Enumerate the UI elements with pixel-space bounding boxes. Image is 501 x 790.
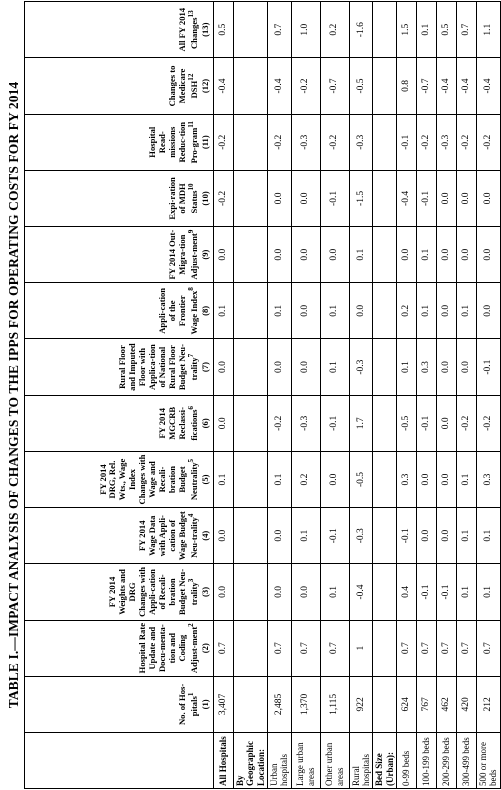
table-cell: -0.3 [437,114,457,170]
table-cell: 0.0 [268,227,292,283]
table-cell: 0.1 [397,339,417,395]
table-cell: 0.0 [291,170,320,226]
column-header-footnote: 1 [187,692,196,697]
table-cell: -0.3 [291,114,320,170]
table-cell: 0.0 [477,283,501,339]
row-label: All Hospitals [214,733,234,789]
table-cell: -0.2 [457,395,477,451]
table-cell [234,395,268,451]
table-cell: 0.1 [457,451,477,507]
column-number: (7) [200,362,211,373]
table-cell: 0.0 [477,227,501,283]
column-header [25,2,214,58]
table-cell: -0.5 [349,58,373,114]
table-row [349,2,373,789]
table-cell: 0.0 [214,395,234,451]
table-cell [373,170,397,226]
column-header [25,451,214,507]
table-cell: 0.3 [417,339,437,395]
table-cell: 0.0 [457,227,477,283]
table-cell: 0.1 [268,451,292,507]
table-cell: 0.0 [214,508,234,564]
table-cell: 0.7 [457,2,477,58]
table-cell [234,227,268,283]
table-cell: 1,115 [320,676,349,732]
section-row [234,2,268,789]
table-cell: -0.7 [417,58,437,114]
table-cell: 1.1 [477,2,501,58]
column-header-footnote: 3 [187,578,196,583]
column-header [25,395,214,451]
table-cell: 0.7 [417,620,437,676]
column-header-footnote: 8 [187,287,196,291]
table-cell [234,508,268,564]
table-cell: 0.7 [268,2,292,58]
table-cell: -0.1 [320,170,349,226]
table-cell: -0.3 [291,395,320,451]
table-cell [234,170,268,226]
table-cell: -0.2 [291,58,320,114]
column-header [25,564,214,620]
table-cell: 624 [397,676,417,732]
column-header-footnote: 7 [187,353,196,358]
table-cell: 0.7 [214,620,234,676]
table-cell: 0.1 [214,451,234,507]
table-cell: -1.6 [349,2,373,58]
table-cell: 0.2 [291,451,320,507]
table-cell: 0.0 [437,508,457,564]
column-number: (9) [200,249,211,260]
table-cell: -0.1 [320,508,349,564]
row-label: 500 or more beds [477,733,501,789]
table-cell: 0.7 [457,620,477,676]
table-row [214,2,234,789]
table-row [417,2,437,789]
table-row [397,2,417,789]
table-cell [234,58,268,114]
table-cell [234,283,268,339]
table-cell: -0.3 [349,114,373,170]
table-cell: -0.4 [397,170,417,226]
table-row [268,2,292,789]
table-cell: 0.8 [397,58,417,114]
column-header-label: FY 2014 DRG, Rel. Wts., Wage Index Changes with Wage and Recali-bration Budget Neutrality [97,454,200,505]
column-header-footnote: 2 [187,623,196,627]
table-cell [234,339,268,395]
table-cell [373,114,397,170]
table-cell: 0.0 [291,339,320,395]
table-cell: 420 [457,676,477,732]
row-label: Other urban areas [320,733,349,789]
table-cell: 0.1 [417,227,437,283]
row-label: Rural hospitals [349,733,373,789]
table-cell [373,564,397,620]
row-label: Bed Size (Urban): [373,733,397,789]
table-cell [373,395,397,451]
table-cell: 0.7 [477,620,501,676]
table-cell: 0.0 [437,170,457,226]
impact-analysis-table [24,1,501,789]
column-number: (13) [200,22,211,37]
table-cell: 0.1 [320,564,349,620]
table-cell: -0.2 [268,114,292,170]
column-header-label: FY 2014 Weights and DRG Changes with Appli-cation of Recali-bration Budget Neu-trality [107,567,200,617]
table-title: TABLE I.—IMPACT ANALYSIS OF CHANGES TO THE IPPS FOR OPERATING COSTS FOR FY 2014 [6,81,21,709]
table-cell: 0.3 [477,451,501,507]
row-label: By Geographic Location: [234,733,268,789]
column-header-label: FY 2014 Wage Data with Appli-cation of Wage Budget Neu-trality [137,511,200,561]
column-header-label: Appli-cation of the Frontier Wage Index [156,287,200,335]
column-header-footnote: 9 [187,229,196,234]
column-header-label: Changes to Medicare DSH [166,65,200,107]
table-cell [373,58,397,114]
table-cell: 0.2 [397,283,417,339]
column-header-label: FY 2014 MGCRB Reclassi-fications [156,406,200,441]
table-cell: 0.2 [320,2,349,58]
table-cell: -0.1 [417,395,437,451]
table-cell: 1.5 [397,2,417,58]
table-cell: 0.1 [291,508,320,564]
table-cell: 0.0 [291,227,320,283]
table-cell: -0.2 [477,395,501,451]
table-cell: 0.0 [268,339,292,395]
table-cell: 922 [349,676,373,732]
table-cell: 1.7 [349,395,373,451]
table-cell [234,114,268,170]
column-header-footnote: 4 [187,513,196,518]
table-cell: 0.1 [214,283,234,339]
table-cell: 0.0 [320,227,349,283]
table-cell: 0.0 [349,283,373,339]
header-corner-cell [25,733,214,789]
column-header [25,114,214,170]
table-cell: -0.4 [349,564,373,620]
table-cell [234,620,268,676]
table-cell: 0.0 [268,170,292,226]
table-cell: 462 [437,676,457,732]
table-cell: 0.1 [457,508,477,564]
table-cell [234,2,268,58]
table-cell: 0.1 [477,508,501,564]
table-cell: 0.0 [437,395,457,451]
table-cell: 0.0 [437,283,457,339]
column-header [25,58,214,114]
table-cell: -0.1 [397,508,417,564]
row-label: 0-99 beds [397,733,417,789]
table-cell: 0.0 [268,508,292,564]
column-number: (12) [200,78,211,94]
table-cell: 0.1 [349,227,373,283]
table-cell: 0.1 [417,283,437,339]
table-cell [373,283,397,339]
table-cell: -0.2 [320,114,349,170]
table-cell: -0.2 [268,395,292,451]
table-cell: -0.2 [477,114,501,170]
table-cell: 3,407 [214,676,234,732]
table-body [214,2,501,789]
column-header-label: Expi-ration of MDH Status [166,177,200,220]
table-cell: 0.0 [437,339,457,395]
table-cell: -0.1 [397,114,417,170]
column-number: (5) [200,474,211,485]
table-cell: -0.4 [268,58,292,114]
column-header-footnote: 5 [187,458,196,463]
column-number: (4) [200,530,211,541]
table-cell [373,508,397,564]
column-header-label: All FY 2014 Changes [176,7,200,52]
table-cell: 1,370 [291,676,320,732]
section-row [373,2,397,789]
table-cell: 0.4 [397,564,417,620]
table-cell: 212 [477,676,501,732]
table-cell: 0.0 [291,283,320,339]
table-cell: 0.0 [397,227,417,283]
table-cell: 0.0 [214,227,234,283]
table-cell [373,2,397,58]
table-cell: 0.7 [268,620,292,676]
table-cell: 0.7 [437,620,457,676]
table-cell: -0.5 [397,395,417,451]
table-cell: 0.0 [417,451,437,507]
table-cell: 0.0 [437,451,457,507]
table-cell [234,676,268,732]
table-cell: 0.0 [417,508,437,564]
column-header [25,620,214,676]
table-cell: 0.0 [214,564,234,620]
table-cell: 0.1 [457,564,477,620]
column-header-label: FY 2014 Out-Migra-tion Adjust-ment [166,229,200,280]
table-cell: 1.0 [291,2,320,58]
table-cell: 0.3 [397,451,417,507]
column-header [25,170,214,226]
table-cell: -0.2 [214,170,234,226]
column-header-label: No. of Hos-pitals [176,683,200,726]
row-label: Large urban areas [291,733,320,789]
table-cell: -1.5 [349,170,373,226]
table-cell: 0.0 [291,564,320,620]
table-cell: 767 [417,676,437,732]
table-cell: -0.3 [349,508,373,564]
table-cell: 2,485 [268,676,292,732]
column-header-label: Hospital Rate Update and Docu-menta-tion and Coding Adjust-ment [137,622,200,674]
column-header-footnote: 10 [187,183,196,191]
row-label: Urban hospitals [268,733,292,789]
table-cell [373,676,397,732]
column-header-footnote: 11 [187,121,196,128]
table-cell: -0.1 [417,170,437,226]
table-cell: -0.2 [214,114,234,170]
table-cell: -0.4 [437,58,457,114]
table-cell: 0.1 [477,564,501,620]
column-number: (2) [200,643,211,654]
column-header [25,676,214,732]
table-cell: -0.4 [214,58,234,114]
table-cell [373,620,397,676]
table-cell: -0.5 [349,451,373,507]
table-row [477,2,501,789]
table-cell: -0.3 [349,339,373,395]
table-cell [373,451,397,507]
table-cell: 0.0 [320,451,349,507]
table-cell: -0.4 [457,58,477,114]
table-cell: 0.5 [437,2,457,58]
column-number: (1) [200,699,211,710]
column-header-footnote: 13 [187,10,196,18]
column-header-footnote: 12 [187,73,196,81]
table-cell: -0.1 [320,395,349,451]
table-cell: 0.1 [457,283,477,339]
table-cell [234,564,268,620]
column-header [25,508,214,564]
table-cell: 0.7 [397,620,417,676]
table-cell [373,227,397,283]
table-row [457,2,477,789]
table-cell [373,339,397,395]
column-header [25,227,214,283]
column-number: (11) [200,135,211,150]
table-cell: -0.1 [437,564,457,620]
table-cell: 0.0 [457,170,477,226]
table-row [320,2,349,789]
table-cell: -0.2 [417,114,437,170]
table-cell: 0.7 [320,620,349,676]
table-cell: -0.2 [457,114,477,170]
table-cell: 0.5 [214,2,234,58]
column-number: (10) [200,191,211,206]
table-cell: 0.1 [320,339,349,395]
table-row [291,2,320,789]
column-header-label: Rural Floor and Imputed Floor with Applica-tion of National Rural Floor Budget Neu-trality [117,343,200,391]
table-cell: 0.0 [477,170,501,226]
column-header [25,283,214,339]
table-cell: 0.1 [417,2,437,58]
column-number: (6) [200,418,211,429]
column-number: (3) [200,586,211,597]
table-cell: -0.7 [320,58,349,114]
table-cell: 0.7 [291,620,320,676]
table-cell [234,451,268,507]
header-row [25,2,214,789]
column-header-footnote: 6 [187,406,196,410]
row-label: 200-299 beds [437,733,457,789]
table-cell: 0.0 [214,339,234,395]
column-header-label: Hospital Read-missions Reduc-tion Pro-gram [146,121,200,164]
row-label: 300-499 beds [457,733,477,789]
table-cell: 0.1 [268,283,292,339]
row-label: 100-199 beds [417,733,437,789]
table-cell: 1 [349,620,373,676]
table-cell: 0.0 [457,339,477,395]
column-header [25,339,214,395]
table-row [437,2,457,789]
table-cell: 0.0 [268,564,292,620]
table-cell: -0.1 [477,339,501,395]
table-cell: -0.4 [477,58,501,114]
column-number: (8) [200,305,211,316]
table-cell: 0.1 [320,283,349,339]
table-cell: -0.1 [417,564,437,620]
table-cell: 0.0 [437,227,457,283]
